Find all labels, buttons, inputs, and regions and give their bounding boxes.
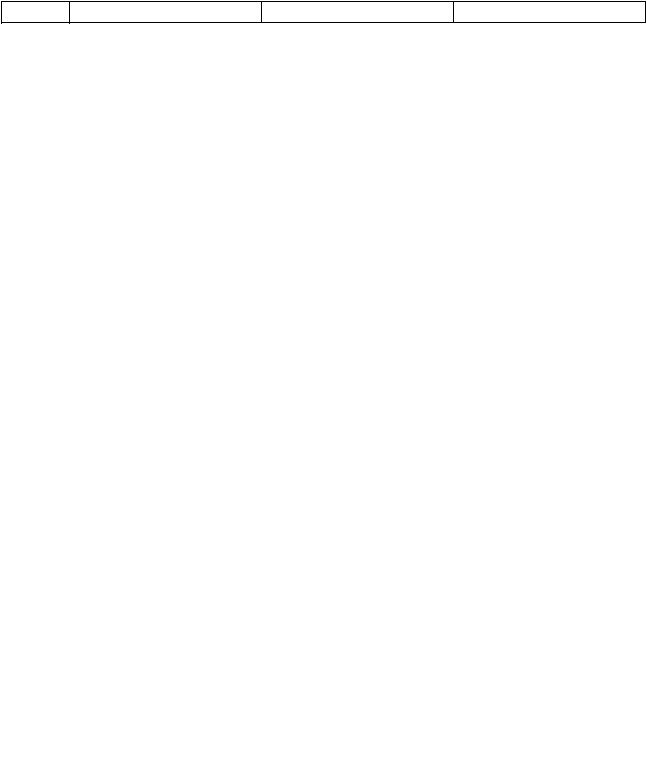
group-header-medium: [262, 2, 454, 23]
price-index-table: [1, 1, 646, 23]
group-header-large: [454, 2, 646, 23]
price-index-table-container: [0, 0, 646, 23]
city-column-header: [2, 2, 70, 23]
table-header: [2, 2, 646, 23]
group-header-small: [70, 2, 262, 23]
